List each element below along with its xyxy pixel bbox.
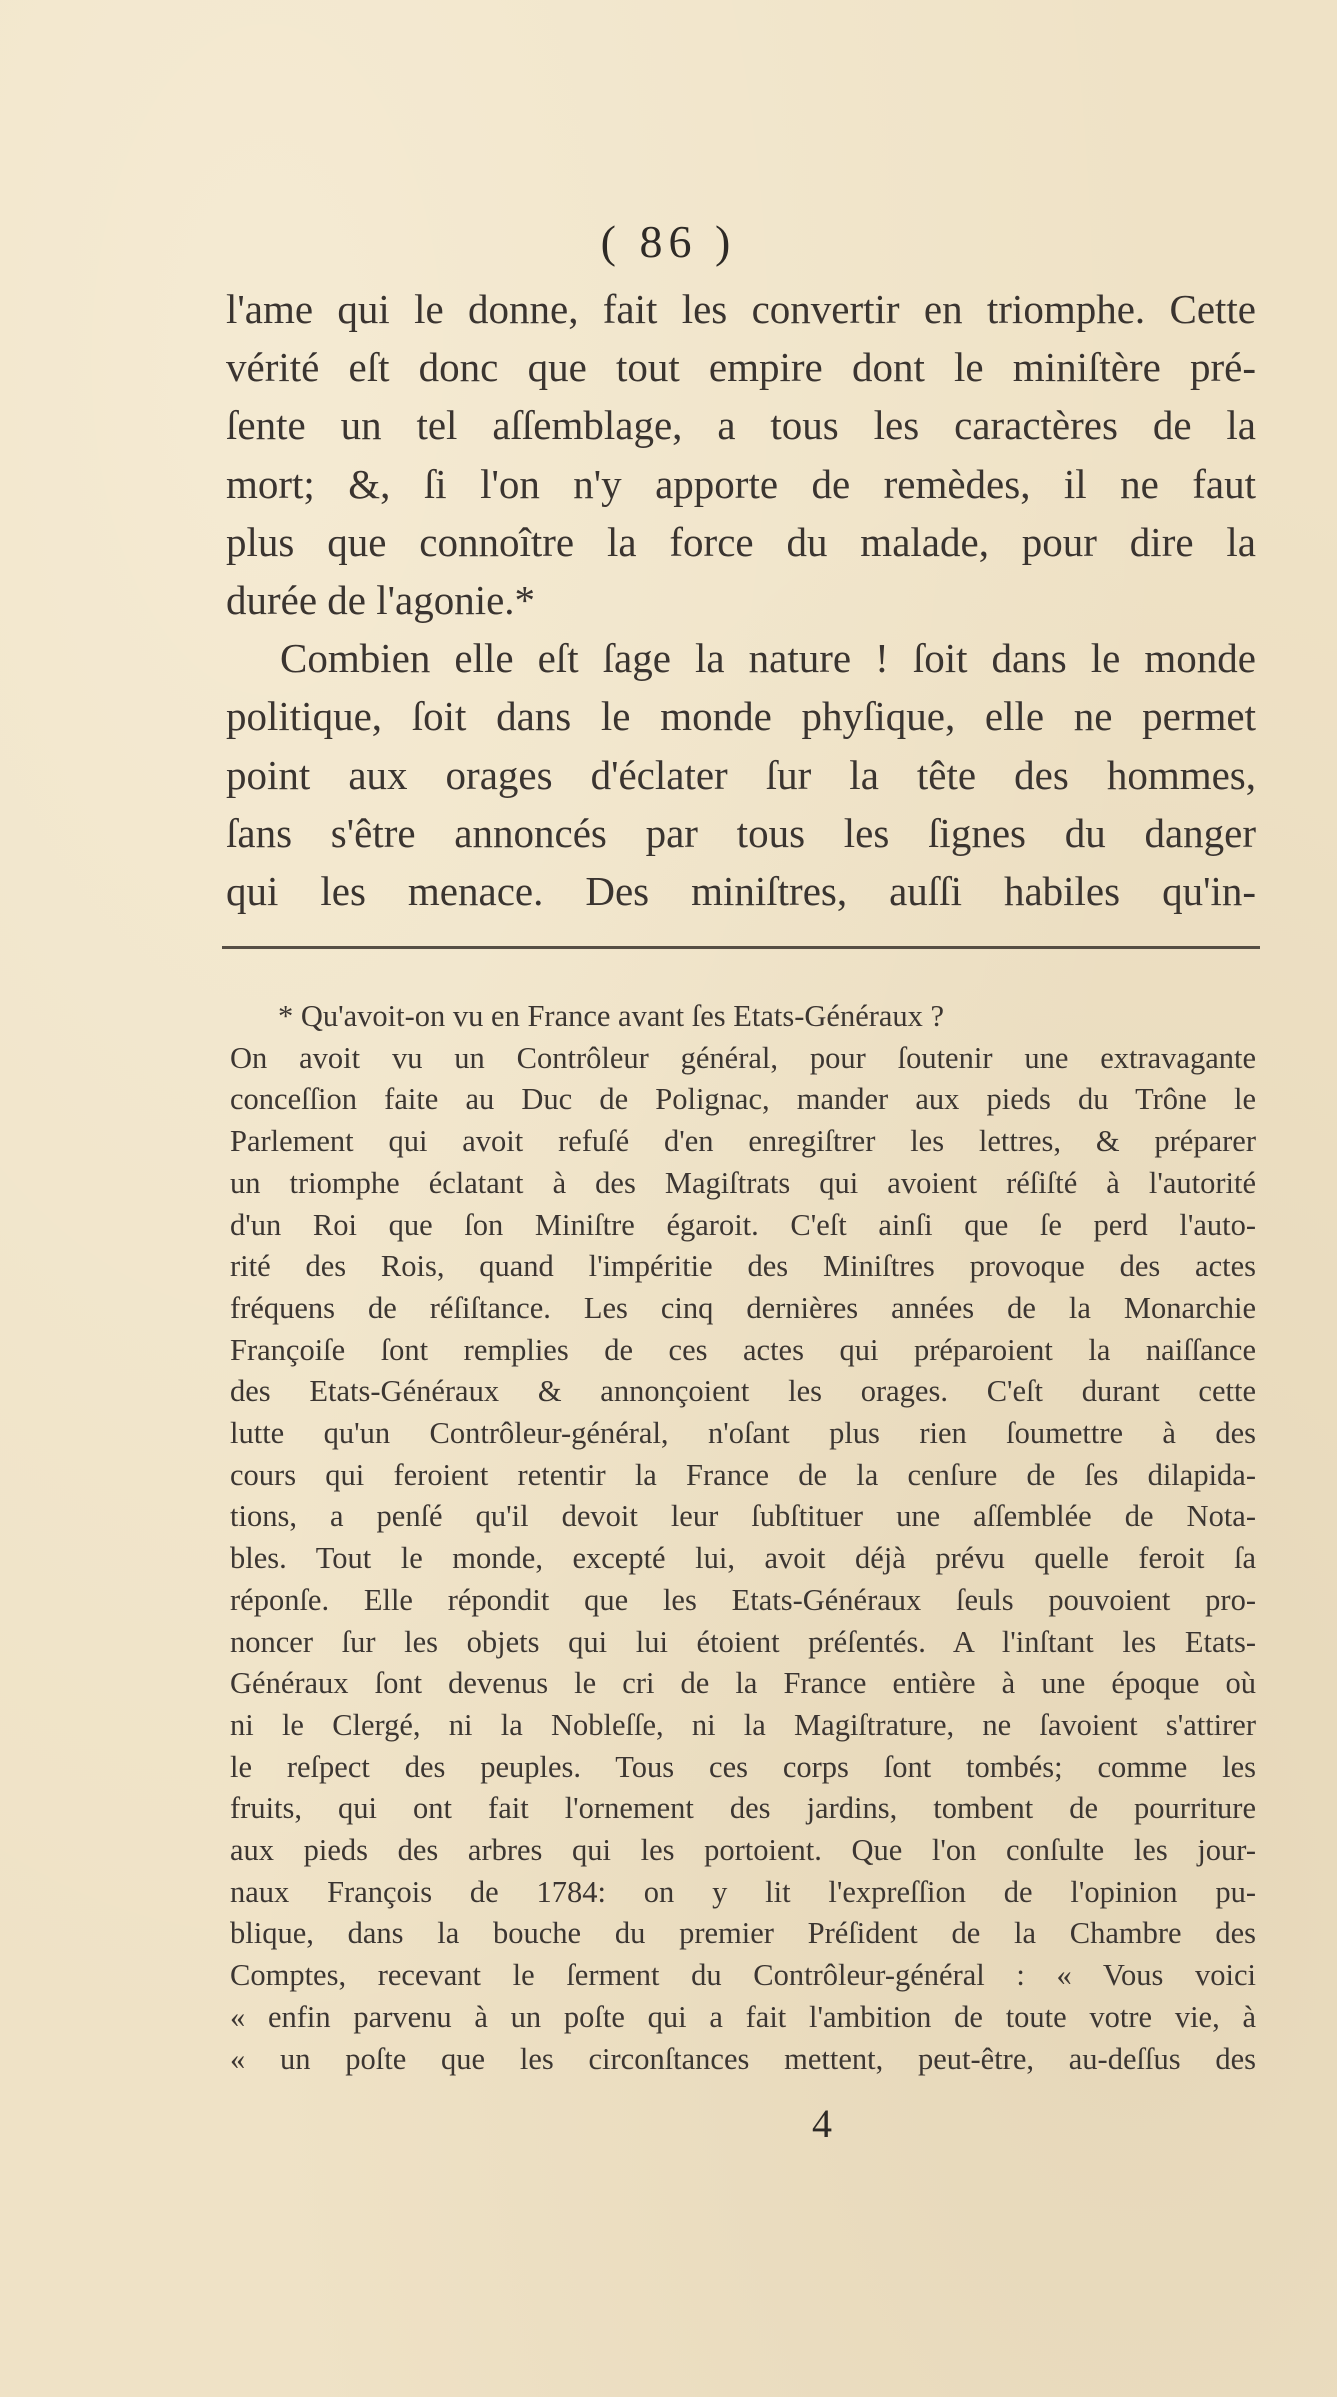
footnote-line: des Etats-Généraux & annonçoient les orages. C'eſt durant cette xyxy=(230,1374,1256,1409)
main-text xyxy=(226,280,1256,920)
text-line: durée de l'agonie.* xyxy=(226,577,536,624)
footnote-line: tions, a penſé qu'il devoit leur ſubſtituer une aſſemblée de Nota- xyxy=(230,1499,1256,1534)
footnote-line: « enfin parvenu à un poſte qui a fait l'ambition de toute votre vie, à xyxy=(230,1999,1256,2034)
footnote-line: conceſſion faite au Duc de Polignac, mander aux pieds du Trône le xyxy=(230,1082,1256,1117)
footnote-line: fréquens de réſiſtance. Les cinq dernières années de la Monarchie xyxy=(230,1290,1256,1325)
footnote-line: Comptes, recevant le ſerment du Contrôleur-général : « Vous voici xyxy=(230,1958,1256,1993)
footnote-line: On avoit vu un Contrôleur général, pour ſoutenir une extravagante xyxy=(230,1040,1256,1075)
text-line: plus que connoître la force du malade, pour dire la xyxy=(226,518,1256,565)
footnote-line: blique, dans la bouche du premier Préſident de la Chambre des xyxy=(230,1916,1256,1951)
footnote-line: Parlement qui avoit refuſé d'en enregiſtrer les lettres, & préparer xyxy=(230,1124,1256,1159)
footnote-line: lutte qu'un Contrôleur-général, n'oſant plus rien ſoumettre à des xyxy=(230,1416,1256,1451)
text-line: l'ame qui le donne, fait les convertir en triomphe. Cette xyxy=(226,286,1256,332)
footnote-line: Généraux ſont devenus le cri de la France entière à une époque où xyxy=(230,1666,1256,1701)
footnote xyxy=(230,996,1256,2080)
text-line: mort; &, ſi l'on n'y apporte de remèdes, il ne faut xyxy=(226,460,1256,507)
text-line: point aux orages d'éclater ſur la tête des hommes, xyxy=(226,751,1256,798)
footnote-line: un triomphe éclatant à des Magiſtrats qui avoient réſiſté à l'autorité xyxy=(230,1165,1256,1200)
footnote-line: le reſpect des peuples. Tous ces corps ſont tombés; comme les xyxy=(230,1749,1256,1784)
signature-mark: 4 xyxy=(812,2101,832,2146)
text-line: politique, ſoit dans le monde phyſique, elle ne permet xyxy=(226,693,1256,740)
footnote-line: rité des Rois, quand l'impéritie des Miniſtres provoque des actes xyxy=(230,1249,1256,1284)
text-line: Combien elle eſt ſage la nature ! ſoit dans le monde xyxy=(280,635,1256,682)
footnote-line: aux pieds des arbres qui les portoient. Que l'on conſulte les jour- xyxy=(230,1833,1256,1868)
footnote-line: naux François de 1784: on y lit l'expreſſion de l'opinion pu- xyxy=(230,1874,1256,1909)
footnote-line: fruits, qui ont fait l'ornement des jardins, tombent de pourriture xyxy=(230,1791,1256,1826)
text-line: vérité eſt donc que tout empire dont le miniſtère pré- xyxy=(226,344,1256,391)
text-line: ſans s'être annoncés par tous les ſignes du danger xyxy=(226,809,1256,856)
footnote-line: Françoiſe ſont remplies de ces actes qui préparoient la naiſſance xyxy=(230,1332,1256,1367)
footnote-line: réponſe. Elle répondit que les Etats-Généraux ſeuls pouvoient pro- xyxy=(230,1582,1256,1617)
footnote-line: noncer ſur les objets qui lui étoient préſentés. A l'inſtant les Etats- xyxy=(230,1624,1256,1659)
footnote-line: bles. Tout le monde, excepté lui, avoit déjà prévu quelle feroit ſa xyxy=(230,1541,1256,1576)
text-line: ſente un tel aſſemblage, a tous les caractères de la xyxy=(226,402,1256,449)
footnote-line: * Qu'avoit-on vu en France avant ſes Etats-Généraux ? xyxy=(278,999,945,1033)
page-number-header: ( 86 ) xyxy=(600,216,737,267)
footnote-line: d'un Roi que ſon Miniſtre égaroit. C'eſt ainſi que ſe perd l'auto- xyxy=(230,1207,1256,1242)
text-line: qui les menace. Des miniſtres, auſſi habiles qu'in- xyxy=(226,868,1256,915)
footnote-line: cours qui feroient retentir la France de la cenſure de ſes dilapida- xyxy=(230,1457,1256,1492)
footnote-divider xyxy=(222,946,1260,949)
footnote-line: « un poſte que les circonſtances mettent, peut-être, au-deſſus des xyxy=(230,2041,1256,2076)
footnote-line: ni le Clergé, ni la Nobleſſe, ni la Magiſtrature, ne ſavoient s'attirer xyxy=(230,1707,1256,1742)
